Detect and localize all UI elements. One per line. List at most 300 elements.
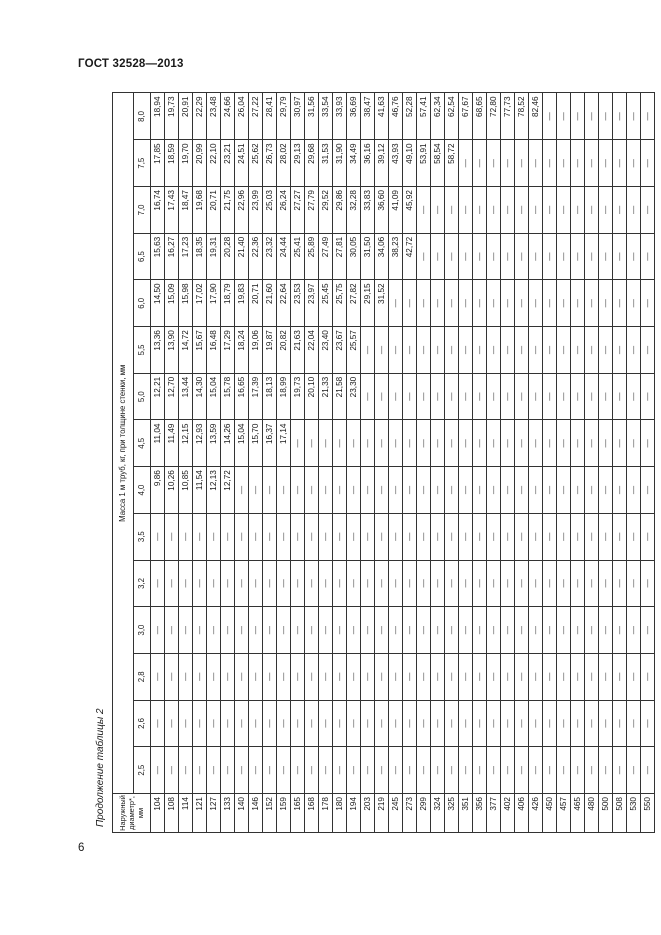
mass-cell: 20,91 — [179, 93, 193, 140]
mass-cell: — — [613, 700, 627, 747]
table-row — [627, 93, 641, 833]
table-row — [459, 93, 473, 833]
mass-cell: 14,30 — [193, 373, 207, 420]
mass-cell: — — [333, 607, 347, 654]
mass-cell: — — [305, 653, 319, 700]
mass-cell: — — [599, 747, 613, 794]
mass-cell: — — [571, 187, 585, 234]
mass-cell: — — [333, 560, 347, 607]
table-header-row-1 — [113, 93, 134, 833]
mass-cell: — — [473, 373, 487, 420]
mass-cell: — — [263, 467, 277, 514]
mass-cell: — — [445, 700, 459, 747]
mass-cell: — — [627, 327, 641, 374]
mass-cell: — — [179, 607, 193, 654]
mass-cell: — — [319, 420, 333, 467]
diameter-header: Наружный диаметр*, мм — [113, 794, 151, 833]
mass-cell: — — [473, 233, 487, 280]
mass-cell: — — [571, 233, 585, 280]
mass-cell: — — [389, 700, 403, 747]
mass-cell: — — [627, 420, 641, 467]
mass-cell: — — [333, 467, 347, 514]
mass-cell: — — [375, 373, 389, 420]
mass-cell: — — [291, 560, 305, 607]
diameter-cell: 351 — [459, 794, 473, 833]
mass-cell: 19,68 — [193, 187, 207, 234]
mass-cell: — — [403, 467, 417, 514]
mass-cell: — — [389, 653, 403, 700]
mass-cell: — — [599, 467, 613, 514]
mass-cell: — — [263, 747, 277, 794]
mass-cell: — — [417, 373, 431, 420]
mass-cell: — — [291, 700, 305, 747]
thickness-header: 5,0 — [134, 373, 151, 420]
mass-cell: — — [389, 280, 403, 327]
mass-cell: 49,10 — [403, 140, 417, 187]
mass-cell: — — [389, 513, 403, 560]
mass-cell: — — [417, 513, 431, 560]
table-row — [235, 93, 249, 833]
mass-cell: — — [571, 653, 585, 700]
mass-cell: 11,54 — [193, 467, 207, 514]
mass-cell: — — [557, 373, 571, 420]
mass-cell: 57,41 — [417, 93, 431, 140]
mass-cell: — — [515, 280, 529, 327]
mass-cell: 27,27 — [291, 187, 305, 234]
mass-cell: — — [431, 233, 445, 280]
mass-cell: — — [235, 467, 249, 514]
diameter-cell: 219 — [375, 794, 389, 833]
table-row — [585, 93, 599, 833]
mass-cell: — — [333, 700, 347, 747]
mass-cell: — — [641, 467, 655, 514]
mass-cell: — — [347, 747, 361, 794]
mass-cell: — — [207, 653, 221, 700]
mass-cell: — — [305, 513, 319, 560]
diameter-cell: 165 — [291, 794, 305, 833]
mass-cell: — — [599, 327, 613, 374]
mass-cell: — — [641, 700, 655, 747]
mass-cell: — — [613, 327, 627, 374]
mass-cell: — — [291, 467, 305, 514]
thickness-header: 4,0 — [134, 467, 151, 514]
table-row — [431, 93, 445, 833]
mass-cell: — — [585, 280, 599, 327]
mass-cell: — — [557, 93, 571, 140]
mass-cell: 22,04 — [305, 327, 319, 374]
mass-cell: 10,26 — [165, 467, 179, 514]
mass-cell: — — [319, 607, 333, 654]
mass-cell: 23,99 — [249, 187, 263, 234]
mass-cell: — — [585, 420, 599, 467]
mass-cell: 27,82 — [347, 280, 361, 327]
mass-cell: — — [641, 747, 655, 794]
mass-cell: 25,75 — [333, 280, 347, 327]
mass-cell: — — [641, 560, 655, 607]
table-row — [277, 93, 291, 833]
mass-cell: — — [641, 280, 655, 327]
thickness-header: 5,5 — [134, 327, 151, 374]
mass-cell: — — [459, 560, 473, 607]
mass-cell: 17,85 — [151, 140, 165, 187]
mass-cell: — — [599, 607, 613, 654]
mass-cell: 25,62 — [249, 140, 263, 187]
diameter-cell: 180 — [333, 794, 347, 833]
mass-cell: — — [417, 280, 431, 327]
mass-cell: 23,67 — [333, 327, 347, 374]
mass-cell: — — [165, 700, 179, 747]
mass-cell: — — [571, 560, 585, 607]
mass-cell: — — [417, 467, 431, 514]
mass-cell: 62,34 — [431, 93, 445, 140]
mass-cell: — — [151, 513, 165, 560]
mass-cell: — — [585, 747, 599, 794]
mass-cell: — — [319, 653, 333, 700]
mass-cell: 27,22 — [249, 93, 263, 140]
mass-cell: 19,70 — [179, 140, 193, 187]
mass-cell: 18,99 — [277, 373, 291, 420]
mass-cell: — — [459, 747, 473, 794]
mass-cell: — — [431, 373, 445, 420]
mass-cell: — — [501, 420, 515, 467]
mass-cell: — — [431, 560, 445, 607]
mass-cell: — — [277, 700, 291, 747]
mass-cell: 16,74 — [151, 187, 165, 234]
mass-cell: — — [193, 513, 207, 560]
table-body — [151, 93, 655, 833]
mass-cell: — — [151, 747, 165, 794]
mass-cell: — — [529, 700, 543, 747]
mass-cell: 27,81 — [333, 233, 347, 280]
mass-cell: — — [319, 513, 333, 560]
mass-cell: — — [501, 700, 515, 747]
mass-cell: — — [277, 653, 291, 700]
mass-cell: 28,41 — [263, 93, 277, 140]
mass-cell: — — [403, 327, 417, 374]
mass-cell: 15,67 — [193, 327, 207, 374]
mass-cell: — — [277, 513, 291, 560]
thickness-header: 2,8 — [134, 653, 151, 700]
table-row — [333, 93, 347, 833]
mass-cell: — — [613, 420, 627, 467]
mass-cell: — — [333, 747, 347, 794]
mass-cell: — — [291, 653, 305, 700]
table-row — [249, 93, 263, 833]
mass-cell: — — [375, 467, 389, 514]
mass-cell: — — [543, 513, 557, 560]
mass-cell: — — [557, 700, 571, 747]
mass-cell: — — [389, 747, 403, 794]
mass-cell: — — [403, 280, 417, 327]
mass-cell: — — [193, 607, 207, 654]
mass-cell: — — [445, 467, 459, 514]
mass-cell: — — [627, 700, 641, 747]
mass-cell: — — [193, 700, 207, 747]
mass-cell: — — [193, 747, 207, 794]
mass-cell: — — [627, 747, 641, 794]
diameter-cell: 356 — [473, 794, 487, 833]
mass-cell: 31,53 — [319, 140, 333, 187]
mass-cell: 52,28 — [403, 93, 417, 140]
mass-cell: 21,33 — [319, 373, 333, 420]
mass-cell: — — [543, 280, 557, 327]
table-row — [319, 93, 333, 833]
mass-cell: 34,49 — [347, 140, 361, 187]
mass-cell: — — [459, 467, 473, 514]
mass-cell: — — [473, 467, 487, 514]
mass-cell: — — [347, 513, 361, 560]
mass-cell: 15,04 — [235, 420, 249, 467]
diameter-cell: 121 — [193, 794, 207, 833]
mass-cell: 21,58 — [333, 373, 347, 420]
mass-cell: 14,72 — [179, 327, 193, 374]
mass-cell: 15,78 — [221, 373, 235, 420]
mass-cell: — — [599, 233, 613, 280]
mass-cell: — — [571, 140, 585, 187]
thickness-header: 3,2 — [134, 560, 151, 607]
mass-cell: — — [543, 93, 557, 140]
mass-cell: — — [627, 280, 641, 327]
mass-cell: 27,79 — [305, 187, 319, 234]
table-row — [487, 93, 501, 833]
mass-cell: — — [305, 560, 319, 607]
mass-cell: 10,85 — [179, 467, 193, 514]
mass-cell: — — [459, 513, 473, 560]
mass-cell: 22,29 — [193, 93, 207, 140]
mass-cell: 33,83 — [361, 187, 375, 234]
mass-cell: — — [375, 747, 389, 794]
mass-cell: — — [417, 653, 431, 700]
mass-cell: 29,15 — [361, 280, 375, 327]
mass-cell: — — [221, 653, 235, 700]
mass-cell: — — [431, 747, 445, 794]
mass-cell: — — [431, 187, 445, 234]
mass-cell: — — [417, 747, 431, 794]
mass-cell: — — [417, 560, 431, 607]
rotated-table-area — [92, 93, 652, 833]
mass-cell: — — [613, 140, 627, 187]
mass-cell: — — [375, 513, 389, 560]
mass-cell: — — [571, 420, 585, 467]
mass-cell: — — [613, 93, 627, 140]
mass-cell: — — [543, 420, 557, 467]
mass-cell: — — [473, 187, 487, 234]
mass-cell: 18,24 — [235, 327, 249, 374]
mass-cell: — — [557, 747, 571, 794]
mass-cell: — — [473, 513, 487, 560]
thickness-header: 3,0 — [134, 607, 151, 654]
mass-cell: — — [473, 607, 487, 654]
mass-cell: — — [361, 327, 375, 374]
table-row — [361, 93, 375, 833]
thickness-header: 4,5 — [134, 420, 151, 467]
mass-cell: — — [277, 607, 291, 654]
mass-cell: — — [543, 327, 557, 374]
mass-cell: 24,51 — [235, 140, 249, 187]
mass-cell: — — [627, 93, 641, 140]
mass-cell: 20,82 — [277, 327, 291, 374]
table-row — [473, 93, 487, 833]
mass-cell: — — [543, 233, 557, 280]
diameter-cell: 550 — [641, 794, 655, 833]
mass-cell: — — [347, 700, 361, 747]
mass-cell: 23,40 — [319, 327, 333, 374]
thickness-header: 3,5 — [134, 513, 151, 560]
mass-cell: 22,36 — [249, 233, 263, 280]
mass-cell: — — [487, 373, 501, 420]
mass-cell: 24,44 — [277, 233, 291, 280]
mass-cell: — — [585, 607, 599, 654]
mass-cell: — — [529, 513, 543, 560]
mass-cell: — — [403, 373, 417, 420]
mass-cell: — — [515, 467, 529, 514]
mass-cell: 18,47 — [179, 187, 193, 234]
mass-cell: — — [403, 560, 417, 607]
mass-cell: 19,73 — [165, 93, 179, 140]
mass-cell: — — [305, 420, 319, 467]
mass-cell: 21,40 — [235, 233, 249, 280]
table-row — [557, 93, 571, 833]
mass-cell: — — [585, 373, 599, 420]
mass-cell: — — [557, 560, 571, 607]
mass-cell: — — [361, 467, 375, 514]
mass-cell: — — [249, 747, 263, 794]
mass-cell: — — [529, 140, 543, 187]
mass-cell: — — [403, 607, 417, 654]
mass-cell: 25,03 — [263, 187, 277, 234]
mass-cell: 23,21 — [221, 140, 235, 187]
table-container — [92, 93, 652, 833]
mass-cell: — — [389, 467, 403, 514]
mass-cell: — — [319, 467, 333, 514]
mass-cell: — — [557, 607, 571, 654]
mass-cell: 17,23 — [179, 233, 193, 280]
mass-cell: — — [515, 747, 529, 794]
mass-cell: — — [543, 653, 557, 700]
mass-cell: 23,30 — [347, 373, 361, 420]
mass-cell: 22,96 — [235, 187, 249, 234]
mass-cell: 29,86 — [333, 187, 347, 234]
mass-cell: — — [641, 513, 655, 560]
mass-cell: — — [249, 653, 263, 700]
mass-cell: 20,28 — [221, 233, 235, 280]
mass-cell: 31,90 — [333, 140, 347, 187]
mass-cell: 29,68 — [305, 140, 319, 187]
diameter-cell: 457 — [557, 794, 571, 833]
mass-cell: 26,24 — [277, 187, 291, 234]
mass-cell: — — [361, 373, 375, 420]
mass-cell: 36,69 — [347, 93, 361, 140]
mass-cell: — — [613, 747, 627, 794]
mass-cell: 21,63 — [291, 327, 305, 374]
mass-cell: 33,54 — [319, 93, 333, 140]
mass-cell: 12,13 — [207, 467, 221, 514]
mass-cell: — — [389, 373, 403, 420]
mass-cell: 20,71 — [249, 280, 263, 327]
mass-cell: — — [501, 233, 515, 280]
mass-cell: — — [193, 560, 207, 607]
mass-cell: — — [193, 653, 207, 700]
mass-cell: 77,73 — [501, 93, 515, 140]
mass-cell: 17,14 — [277, 420, 291, 467]
table-row — [291, 93, 305, 833]
mass-cell: 16,37 — [263, 420, 277, 467]
table-row — [375, 93, 389, 833]
mass-cell: — — [585, 327, 599, 374]
mass-cell: — — [165, 513, 179, 560]
mass-cell: 29,13 — [291, 140, 305, 187]
mass-cell: 9,86 — [151, 467, 165, 514]
diameter-cell: 508 — [613, 794, 627, 833]
mass-cell: — — [599, 560, 613, 607]
mass-cell: — — [249, 560, 263, 607]
table-row — [641, 93, 655, 833]
mass-cell: — — [557, 280, 571, 327]
mass-cell: — — [249, 607, 263, 654]
diameter-cell: 273 — [403, 794, 417, 833]
mass-cell: — — [263, 607, 277, 654]
mass-cell: — — [501, 653, 515, 700]
mass-cell: — — [361, 653, 375, 700]
mass-cell: — — [459, 140, 473, 187]
diameter-cell: 500 — [599, 794, 613, 833]
mass-cell: — — [571, 747, 585, 794]
mass-cell: — — [613, 373, 627, 420]
mass-cell: — — [277, 467, 291, 514]
mass-cell: — — [459, 653, 473, 700]
mass-cell: — — [459, 187, 473, 234]
mass-cell: — — [389, 560, 403, 607]
mass-cell: — — [333, 420, 347, 467]
table-row — [207, 93, 221, 833]
mass-cell: — — [543, 467, 557, 514]
mass-cell: 34,06 — [375, 233, 389, 280]
diameter-cell: 406 — [515, 794, 529, 833]
mass-cell: — — [529, 653, 543, 700]
mass-cell: — — [473, 747, 487, 794]
mass-cell: — — [599, 373, 613, 420]
page-number: 6 — [78, 842, 85, 854]
mass-cell: — — [585, 560, 599, 607]
mass-cell: — — [529, 607, 543, 654]
table-row — [263, 93, 277, 833]
mass-cell: — — [585, 653, 599, 700]
mass-cell: — — [221, 513, 235, 560]
mass-cell: — — [375, 653, 389, 700]
mass-cell: — — [361, 700, 375, 747]
mass-cell: — — [487, 560, 501, 607]
mass-cell: — — [431, 420, 445, 467]
mass-cell: — — [361, 420, 375, 467]
diameter-cell: 377 — [487, 794, 501, 833]
mass-cell: — — [235, 560, 249, 607]
mass-cell: — — [459, 700, 473, 747]
mass-cell: — — [627, 513, 641, 560]
mass-cell: 19,31 — [207, 233, 221, 280]
mass-cell: — — [571, 607, 585, 654]
mass-cell: — — [529, 233, 543, 280]
mass-cell: 26,04 — [235, 93, 249, 140]
diameter-cell: 426 — [529, 794, 543, 833]
mass-cell: — — [445, 513, 459, 560]
mass-cell: 12,21 — [151, 373, 165, 420]
mass-cell: — — [487, 747, 501, 794]
table-row — [417, 93, 431, 833]
table-header-row-2 — [134, 93, 151, 833]
mass-cell: — — [361, 560, 375, 607]
mass-cell: — — [599, 187, 613, 234]
mass-cell: — — [543, 140, 557, 187]
